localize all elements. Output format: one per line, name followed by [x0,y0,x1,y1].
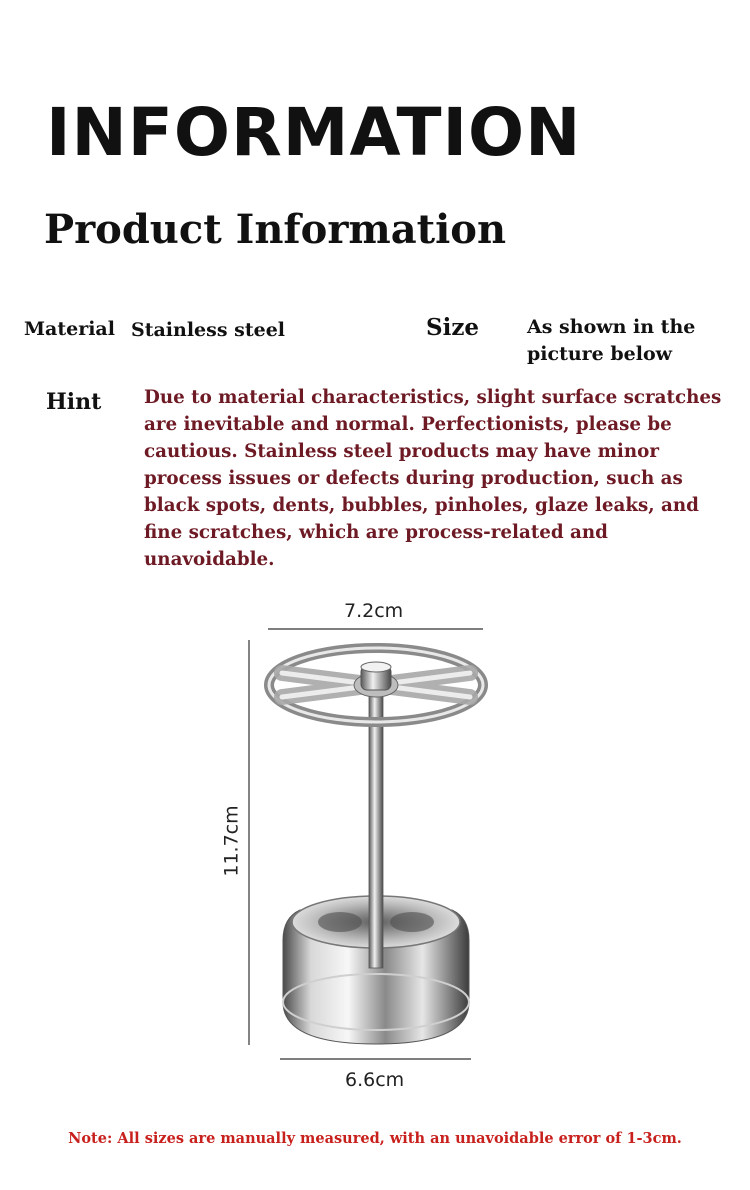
height-label: 11.7cm [220,805,243,877]
size-value [527,314,695,368]
material-value: Stainless steel [131,319,286,341]
measurement-note: Note: All sizes are manually measured, with an unavoidable error of 1-3cm. [68,1130,682,1147]
product-illustration [0,600,750,1070]
hint-label: Hint [46,389,102,415]
hint-text: Due to material characteristics, slight surface scratches are inevitable and normal. Perfectionists, please be cautious. Stainless steel products may have minor process issues or defects during production, such as black spots, dents, bubbles, pinholes, glaze leaks, and fine scratches, which are process-related and unavoidable. [144,387,722,570]
size-value-line-1: As shown in the [527,316,696,338]
base-width-label: 6.6cm [345,1069,405,1091]
top-width-label: 7.2cm [344,600,404,622]
section-title: Product Information [44,206,507,253]
size-label: Size [426,314,480,341]
size-value-line-2: picture below [527,343,672,365]
material-label: Material [24,318,115,340]
page-title: INFORMATION [46,94,582,171]
